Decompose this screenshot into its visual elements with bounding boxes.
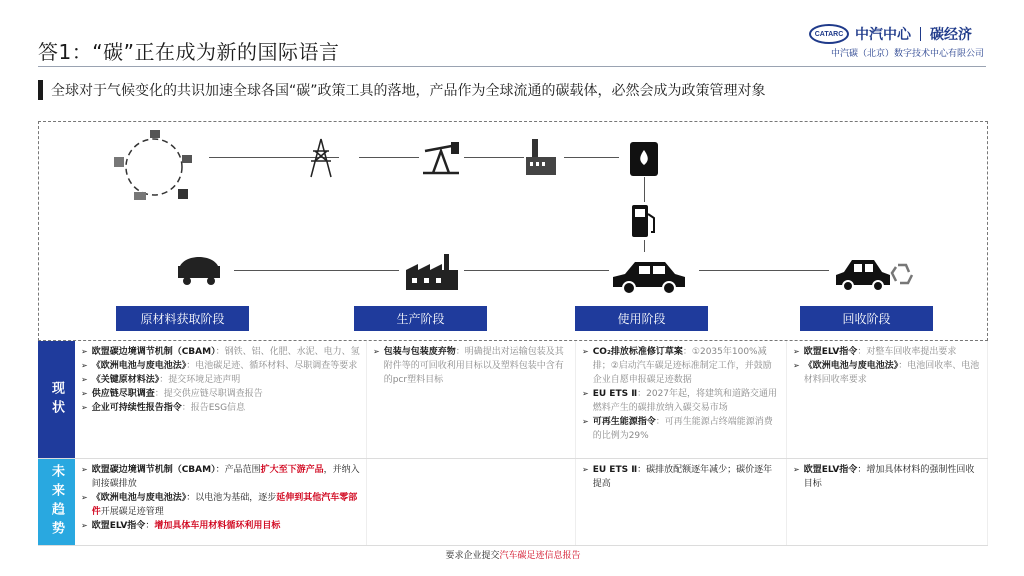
recycle-car-icon <box>834 255 914 295</box>
policy-item <box>793 345 981 359</box>
policy-text: 欧盟碳边境调节机制（CBAM） <box>91 465 216 475</box>
policy-text: ：明确提出对运输包装及其附件等的可回收利用目标以及塑料包装中含有的pcr塑料目标 <box>383 347 564 385</box>
policy-text: 包装与包装废弃物 <box>383 347 456 357</box>
policy-item <box>793 359 981 387</box>
stage-usage: 使用阶段 <box>575 306 708 331</box>
policy-text: ：可再生能源占终端能源消费的比例为29% <box>592 417 773 441</box>
policy-item <box>582 415 780 443</box>
policy-text: 延伸到其他汽车零部件 <box>91 493 358 517</box>
bullet-arrow-icon: ➢ <box>81 465 88 474</box>
brand-name-2: 碳经济 <box>930 27 972 43</box>
bullet-arrow-icon: ➢ <box>373 347 380 356</box>
policy-text: EU ETS Ⅱ <box>592 389 638 399</box>
footer-highlight: 汽车碳足迹信息报告 <box>499 551 581 561</box>
catarc-badge: CATARC <box>809 24 849 44</box>
future-usage <box>576 459 787 545</box>
policy-text: ：电池碳足迹、循环材料、尽职调查等要求 <box>186 361 358 371</box>
fuel-pump-icon <box>629 202 659 240</box>
brand-name-1: 中汽中心 <box>855 27 911 43</box>
bullet-arrow-icon: ➢ <box>81 521 88 530</box>
recycle-cycle-icon <box>104 127 204 207</box>
policy-text: 欧盟ELV指令 <box>803 347 858 357</box>
row-future <box>38 459 988 546</box>
subtitle-bar <box>38 80 43 100</box>
policy-table <box>38 341 988 546</box>
current-production <box>367 341 576 458</box>
policy-text: 欧盟ELV指令 <box>803 465 858 475</box>
car-icon <box>609 257 689 297</box>
policy-text: 《欧洲电池与废电池法》 <box>803 361 899 371</box>
policy-text: CO₂排放标准修订草案 <box>592 347 683 357</box>
policy-text: ：①2035年100%减排；②启动汽车碳足迹标准制定工作，并鼓励企业自愿申报碳足迹数据 <box>592 347 772 385</box>
policy-text: ： <box>145 521 155 531</box>
subtitle-text: 全球对于气候变化的共识加速全球各国“碳”政策工具的落地，产品作为全球流通的碳载体，必然会成为政策管理对象 <box>51 83 766 99</box>
bullet-arrow-icon: ➢ <box>582 347 589 356</box>
future-raw-materials <box>75 459 367 545</box>
bullet-arrow-icon: ➢ <box>582 417 589 426</box>
stage-recycling: 回收阶段 <box>800 306 933 331</box>
row-current <box>38 341 988 459</box>
policy-text: ：产品范围 <box>215 465 261 475</box>
bullet-arrow-icon: ➢ <box>793 361 800 370</box>
policy-text: ：报告ESG信息 <box>181 403 246 413</box>
stage-production: 生产阶段 <box>354 306 487 331</box>
policy-text: ：提交环境足迹声明 <box>159 375 241 385</box>
policy-text: 欧盟碳边境调节机制（CBAM） <box>91 347 216 357</box>
bullet-arrow-icon: ➢ <box>582 389 589 398</box>
policy-text: ：提交供应链尽职调查报告 <box>154 389 263 399</box>
policy-item <box>81 387 360 401</box>
subtitle <box>38 80 766 100</box>
brand-subtitle: 中汽碳（北京）数字技术中心有限公司 <box>830 49 984 59</box>
power-tower-icon <box>304 137 338 179</box>
stage-raw-materials: 原材料获取阶段 <box>116 306 249 331</box>
factory-icon <box>404 252 460 292</box>
policy-text: ：电池回收率、电池材料回收率要求 <box>803 361 980 385</box>
bullet-arrow-icon: ➢ <box>582 465 589 474</box>
policy-text: ：对整车回收率提出要求 <box>857 347 957 357</box>
policy-text: ：2027年起，将建筑和道路交通用燃料产生的碳排放纳入碳交易市场 <box>592 389 778 413</box>
current-usage <box>576 341 787 458</box>
policy-item <box>81 359 360 373</box>
bullet-arrow-icon: ➢ <box>81 375 88 384</box>
oil-barrel-icon <box>627 139 661 179</box>
bullet-arrow-icon: ➢ <box>81 389 88 398</box>
current-recycling <box>787 341 988 458</box>
bullet-arrow-icon: ➢ <box>81 403 88 412</box>
future-recycling <box>787 459 988 545</box>
brand-logo <box>809 24 984 59</box>
header-divider <box>38 66 986 67</box>
policy-text: 《关键原材料法》 <box>91 375 160 385</box>
policy-item <box>81 491 360 519</box>
policy-text: EU ETS Ⅱ <box>592 465 638 475</box>
row-label-future: 未来趋势 <box>38 459 75 545</box>
future-production <box>367 459 576 545</box>
policy-item <box>81 463 360 491</box>
policy-text: 可再生能源指令 <box>592 417 656 427</box>
policy-text: ：以电池为基础，逐步 <box>186 493 277 503</box>
policy-item <box>81 519 360 533</box>
bullet-arrow-icon: ➢ <box>81 493 88 502</box>
policy-item <box>373 345 569 387</box>
bullet-arrow-icon: ➢ <box>81 361 88 370</box>
policy-item <box>582 463 780 491</box>
factory-icon <box>524 135 560 177</box>
policy-text: ：碳排放配额逐年减少；碳价逐年提高 <box>592 465 773 489</box>
bullet-arrow-icon: ➢ <box>81 347 88 356</box>
policy-text: 开展碳足迹管理 <box>100 507 164 517</box>
page-title: 答1：“碳”正在成为新的国际语言 <box>38 40 340 64</box>
bullet-arrow-icon: ➢ <box>793 465 800 474</box>
policy-text: 欧盟ELV指令 <box>91 521 146 531</box>
policy-text: ：钢铁、铝、化肥、水泥、电力、氢 <box>215 347 360 357</box>
policy-item <box>582 345 780 387</box>
policy-item <box>81 373 360 387</box>
policy-text: 扩大至下游产品 <box>260 465 324 475</box>
policy-text: 供应链尽职调查 <box>91 389 155 399</box>
current-raw-materials <box>75 341 367 458</box>
policy-text: 《欧洲电池与废电池法》 <box>91 493 187 503</box>
policy-text: ，并纳入间接碳排放 <box>91 465 360 489</box>
policy-item <box>793 463 981 491</box>
bullet-arrow-icon: ➢ <box>793 347 800 356</box>
policy-text: 增加具体车用材料循环利用目标 <box>154 521 281 531</box>
ore-cart-icon <box>174 250 224 286</box>
policy-item <box>582 387 780 415</box>
footer-note <box>38 548 988 561</box>
policy-item <box>81 345 360 359</box>
policy-text: 《欧洲电池与废电池法》 <box>91 361 187 371</box>
row-label-current: 现状 <box>38 341 75 458</box>
oil-pump-icon <box>419 139 463 175</box>
policy-text: 企业可持续性报告指令 <box>91 403 182 413</box>
footer-text: 要求企业提交 <box>445 551 500 561</box>
policy-text: ：增加具体材料的强制性回收目标 <box>803 465 975 489</box>
policy-item <box>81 401 360 415</box>
